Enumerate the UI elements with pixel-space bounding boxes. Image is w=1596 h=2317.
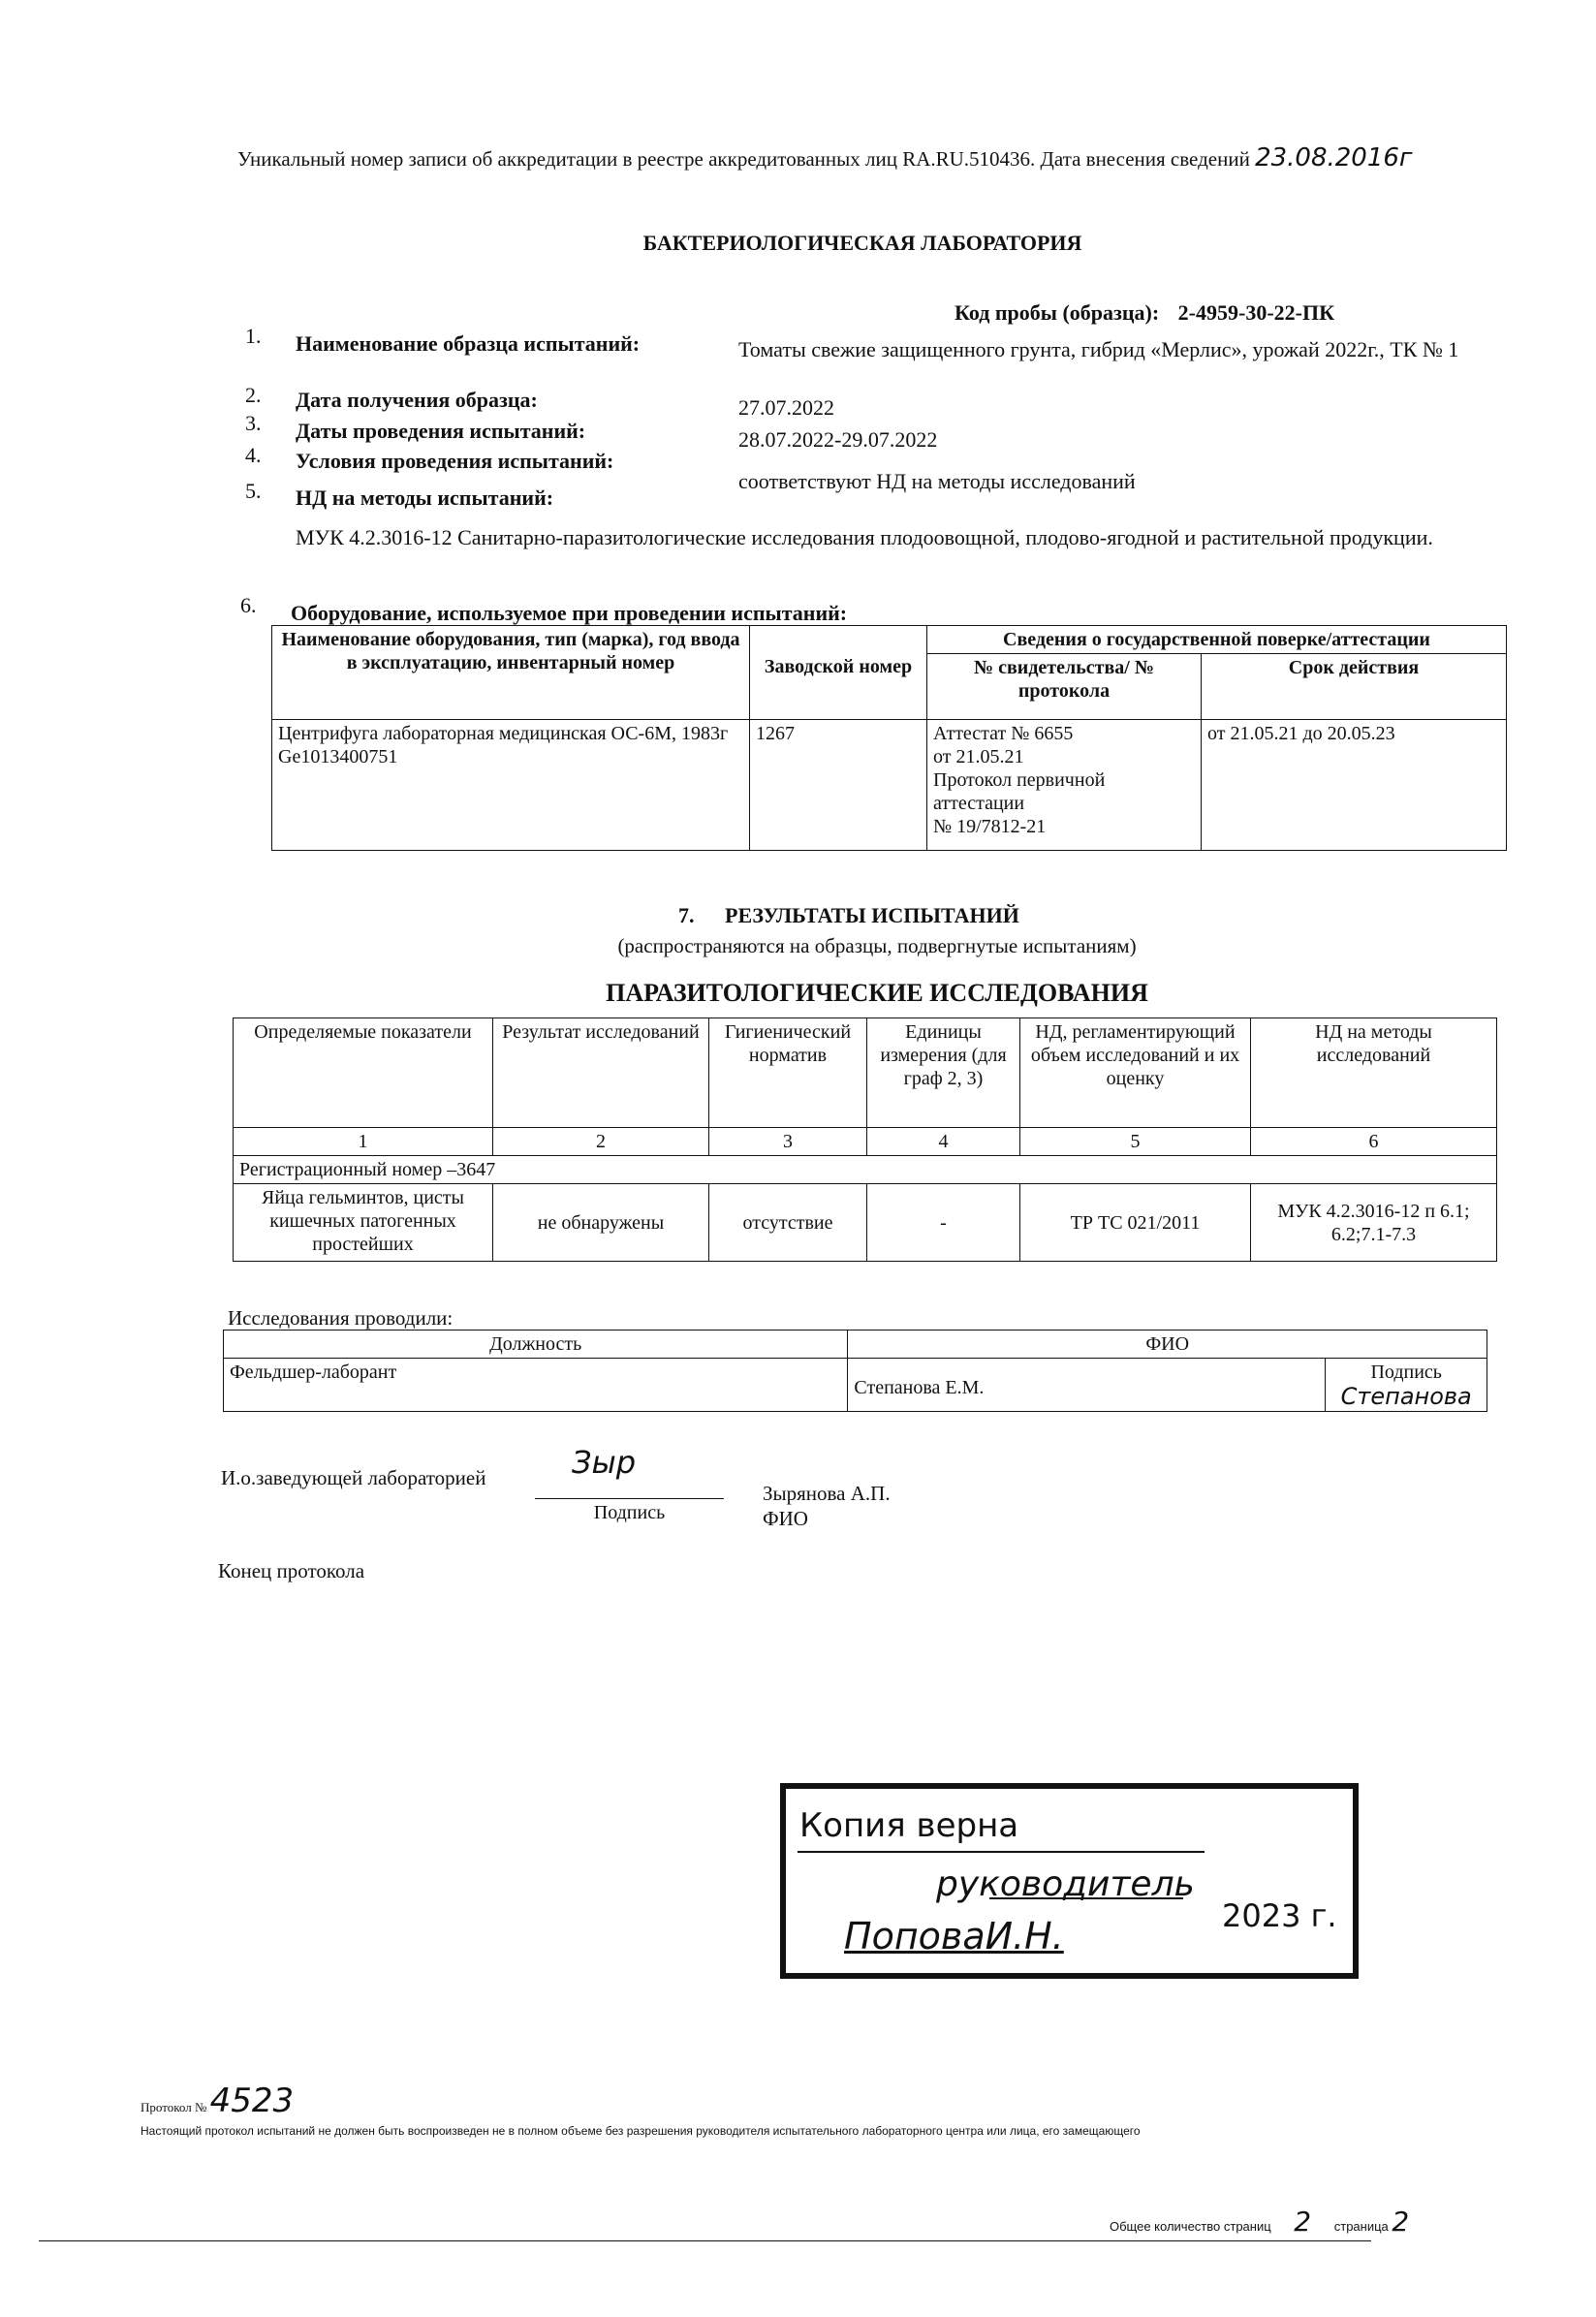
equipment-certificate xyxy=(927,720,1202,851)
equipment-number: 6. xyxy=(240,593,257,617)
protocol-label: Протокол № xyxy=(141,2100,207,2114)
pages-total: 2 xyxy=(1294,2206,1312,2238)
item-label: НД на методы испытаний: xyxy=(296,485,554,510)
item-label: Наименование образца испытаний: xyxy=(296,331,641,356)
header-verification: Сведения о государственной поверке/аттестации xyxy=(927,626,1507,654)
column-number: 3 xyxy=(709,1128,867,1156)
stamp-divider xyxy=(989,1897,1183,1899)
item-value: МУК 4.2.3016-12 Санитарно-паразитологические исследования плодоовощной, плодово-ягодной и растительной продукции. xyxy=(296,525,1433,549)
header-certificate: № свидетельства/ № протокола xyxy=(927,654,1202,720)
sample-code xyxy=(954,300,1497,326)
stamp-position: руководитель xyxy=(936,1864,1195,1904)
stamp-divider xyxy=(798,1851,1205,1853)
accreditation-date: 23.08.2016г xyxy=(1255,143,1413,172)
item-label: Дата получения образца: xyxy=(296,388,538,412)
result-norm: отсутствие xyxy=(709,1184,867,1262)
page-number: 2 xyxy=(1392,2206,1410,2238)
staff-table xyxy=(223,1330,1487,1412)
column-number: 1 xyxy=(234,1128,493,1156)
head-signature-caption: Подпись xyxy=(593,1502,666,1523)
header-hygienic-norm: Гигиенический норматив xyxy=(709,1018,867,1128)
result-method-nd: МУК 4.2.3016-12 п 6.1; 6.2;7.1-7.3 xyxy=(1251,1184,1497,1262)
header-name: ФИО xyxy=(848,1331,1487,1359)
protocol-number xyxy=(141,2082,294,2120)
certificate-line: аттестации xyxy=(933,793,1025,814)
header-result: Результат исследований xyxy=(493,1018,709,1128)
equipment-validity: от 21.05.21 до 20.05.23 xyxy=(1202,720,1507,851)
certificate-line: Протокол первичной xyxy=(933,769,1106,791)
disclaimer: Настоящий протокол испытаний не должен быть воспроизведен не в полном объеме без разрешения руководителя испытательного лабораторного центра или лица, его замещающего xyxy=(141,2124,1141,2138)
header-units: Единицы измерения (для граф 2, 3) xyxy=(867,1018,1020,1128)
staff-position: Фельдшер-лаборант xyxy=(224,1359,848,1412)
registration-number: Регистрационный номер –3647 xyxy=(234,1156,1497,1184)
header-regulating-nd: НД, регламентирующий объем исследований и их оценку xyxy=(1020,1018,1251,1128)
certificate-line: от 21.05.21 xyxy=(933,746,1024,767)
pages-label: Общее количество страниц xyxy=(1110,2219,1271,2234)
staff-title: Исследования проводили: xyxy=(228,1306,454,1330)
result-units: - xyxy=(867,1184,1020,1262)
results-number: 7. xyxy=(678,903,695,927)
end-of-protocol: Конец протокола xyxy=(218,1559,365,1582)
header-signature: Подпись xyxy=(1370,1362,1442,1383)
certificate-line: Аттестат № 6655 xyxy=(933,723,1074,744)
item-number: 5. xyxy=(245,479,262,503)
item-value: 27.07.2022 xyxy=(738,395,834,420)
header-method-nd: НД на методы исследований xyxy=(1251,1018,1497,1128)
results-table xyxy=(233,1018,1497,1262)
item-value: 28.07.2022-29.07.2022 xyxy=(738,427,938,452)
equipment-table xyxy=(271,625,1507,851)
accreditation-line xyxy=(237,145,1536,172)
header-validity: Срок действия xyxy=(1202,654,1507,720)
header-position: Должность xyxy=(224,1331,848,1359)
item-label: Условия проведения испытаний: xyxy=(296,449,614,473)
stamp-year: 2023 г. xyxy=(1222,1897,1337,1934)
head-name: Зырянова А.П. xyxy=(763,1482,891,1505)
item-number: 3. xyxy=(245,411,262,435)
staff-signature-cell xyxy=(1326,1359,1487,1412)
head-name-caption: ФИО xyxy=(763,1507,808,1530)
table-row xyxy=(234,1184,1497,1262)
column-number: 5 xyxy=(1020,1128,1251,1156)
result-indicator: Яйца гельминтов, цисты кишечных патогенных простейших xyxy=(234,1184,493,1262)
equipment-title: Оборудование, используемое при проведении испытаний: xyxy=(291,601,848,625)
results-title: РЕЗУЛЬТАТЫ ИСПЫТАНИЙ xyxy=(725,903,1019,927)
equipment-serial: 1267 xyxy=(750,720,927,851)
stamp-copy-text: Копия верна xyxy=(799,1806,1019,1845)
item-value: Томаты свежие защищенного грунта, гибрид «Мерлис», урожай 2022г., ТК № 1 xyxy=(738,337,1459,361)
protocol-number-value: 4523 xyxy=(209,2082,295,2120)
footer-rule xyxy=(39,2240,1371,2241)
sample-code-value: 2-4959-30-22-ПК xyxy=(1177,300,1335,325)
accreditation-text: Уникальный номер записи об аккредитации в реестре аккредитованных лиц RA.RU.510436. Дата внесения сведений xyxy=(237,147,1250,171)
sample-code-label: Код пробы (образца): xyxy=(954,300,1160,325)
header-serial: Заводской номер xyxy=(750,626,927,720)
page-label: страница xyxy=(1333,2219,1389,2234)
equipment-name: Центрифуга лабораторная медицинская ОС-6М, 1983г Ge1013400751 xyxy=(272,720,750,851)
page-count xyxy=(1110,2206,1409,2238)
header-equipment-name: Наименование оборудования, тип (марка), год ввода в эксплуатацию, инвентарный номер xyxy=(272,626,750,720)
copy-stamp xyxy=(780,1783,1359,1979)
item-value: соответствуют НД на методы исследований xyxy=(738,469,1136,493)
results-subtitle: (распространяются на образцы, подвергнутые испытаниям) xyxy=(617,934,1137,957)
column-number: 6 xyxy=(1251,1128,1497,1156)
signature-line xyxy=(535,1498,724,1499)
column-number: 4 xyxy=(867,1128,1020,1156)
head-label: И.о.заведующей лабораторией xyxy=(221,1466,486,1489)
results-heading xyxy=(678,903,1085,928)
certificate-line: № 19/7812-21 xyxy=(933,816,1047,837)
lab-title: БАКТЕРИОЛОГИЧЕСКАЯ ЛАБОРАТОРИЯ xyxy=(642,231,1082,255)
column-number: 2 xyxy=(493,1128,709,1156)
item-number: 4. xyxy=(245,443,262,467)
header-indicators: Определяемые показатели xyxy=(234,1018,493,1128)
item-number: 1. xyxy=(245,324,262,348)
item-number: 2. xyxy=(245,383,262,407)
staff-name: Степанова Е.М. xyxy=(848,1359,1326,1412)
stamp-signer: ПоповаИ.Н. xyxy=(844,1915,1064,1957)
head-signature: Зыр xyxy=(572,1444,637,1481)
result-value: не обнаружены xyxy=(493,1184,709,1262)
staff-signature: Степанова xyxy=(1340,1383,1472,1410)
item-label: Даты проведения испытаний: xyxy=(296,419,586,443)
result-regulating-nd: ТР ТС 021/2011 xyxy=(1020,1184,1251,1262)
parasitology-title: ПАРАЗИТОЛОГИЧЕСКИЕ ИССЛЕДОВАНИЯ xyxy=(606,979,1148,1007)
